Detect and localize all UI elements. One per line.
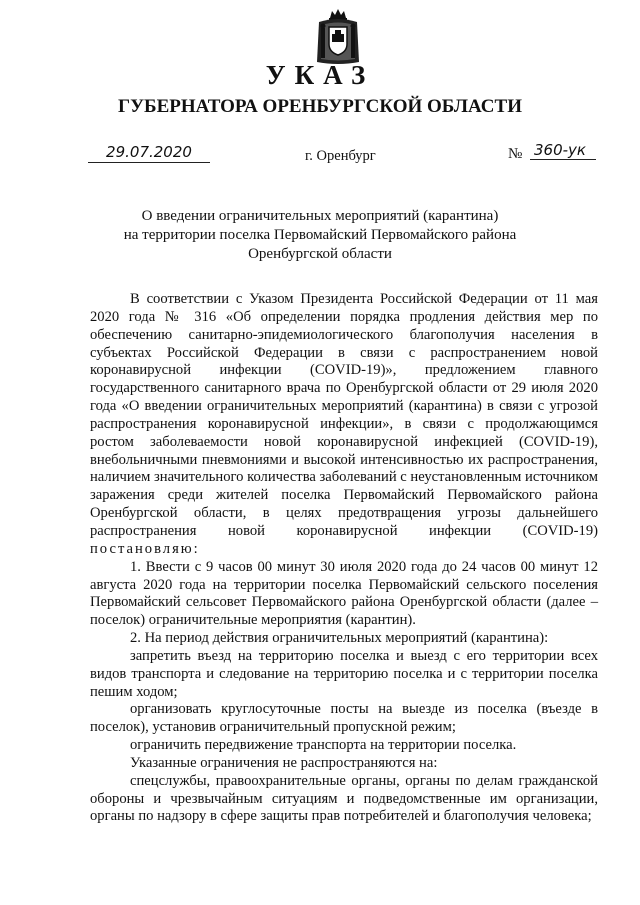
clause-1: 1. Ввести с 9 часов 00 минут 30 июля 2020 года до 24 часов 00 минут 12 августа 2020 года на территории поселка Первомайский сельского поселения Первомайский сельсовет Первомайского района Оренбургской области (далее – поселок) ограничительные мероприятия (карантин). (90, 558, 598, 629)
preamble-paragraph (90, 291, 598, 559)
document-title: УКАЗ (265, 60, 375, 90)
document-date: 29.07.2020 (88, 143, 210, 163)
clause-2-item: запретить въезд на территорию поселка и выезд с его территории всех видов транспорта и следование на территорию поселка и с территории поселка пешим ходом; (90, 647, 598, 700)
heading-line: О введении ограничительных мероприятий (карантина) (141, 208, 499, 224)
document-number: 360-ук (530, 141, 596, 160)
clause-3: Указанные ограничения не распространяются на: (130, 754, 438, 771)
decree-body (90, 291, 598, 826)
decree-word: постановляю: (90, 540, 200, 557)
preamble-text: В соответствии с Указом Президента Российской Федерации от 11 мая 2020 года № 316 «Об определении порядка продления действия мер по обеспечению санитарно-эпидемиологического благополучия населения в субъектах Российской Федерации в связи с распространением новой коронавирусной инфекции (COVID-19)», предложением главного государственного санитарного врача по Оренбургской области от 29 июля 2020 года «О введении ограничительных мероприятий (карантина) в связи с угрозой распространения коронавирусной инфекции», в связи с продолжающимся ростом заболеваемости новой коронавирусной инфекцией (COVID-19), внебольничными пневмониями и высокой интенсивностью их распространения, наличием значительного количества заболеваний с неустановленным источником заражения среди жителей поселка Первомайский Первомайского района Оренбургской области, в целях предотвращения угрозы дальнейшего распространения новой коронавирусной инфекции (COVID-19) (90, 291, 598, 539)
decree-heading (80, 207, 560, 264)
clause-2: 2. На период действия ограничительных мероприятий (карантина): (130, 630, 549, 647)
document-city: г. Оренбург (305, 148, 376, 164)
coat-of-arms-icon (313, 8, 363, 66)
clause-2-item: ограничить передвижение транспорта на территории поселка. (130, 737, 517, 754)
clause-3-item: спецслужбы, правоохранительные органы, органы по делам гражданской обороны и чрезвычайным ситуациям и подведомственные им организации, органы по надзору в сфере защиты прав потребителей и благополучия человека; (90, 772, 598, 825)
heading-line: Оренбургской области (248, 246, 392, 262)
clause-2-item: организовать круглосуточные посты на выезде из поселка (въезде в поселок), установив ограничительный пропускной режим; (90, 701, 598, 736)
document-subtitle: ГУБЕРНАТОРА ОРЕНБУРГСКОЙ ОБЛАСТИ (118, 96, 522, 117)
number-label: № (508, 146, 523, 162)
heading-line: на территории поселка Первомайский Первомайского района (123, 227, 517, 243)
